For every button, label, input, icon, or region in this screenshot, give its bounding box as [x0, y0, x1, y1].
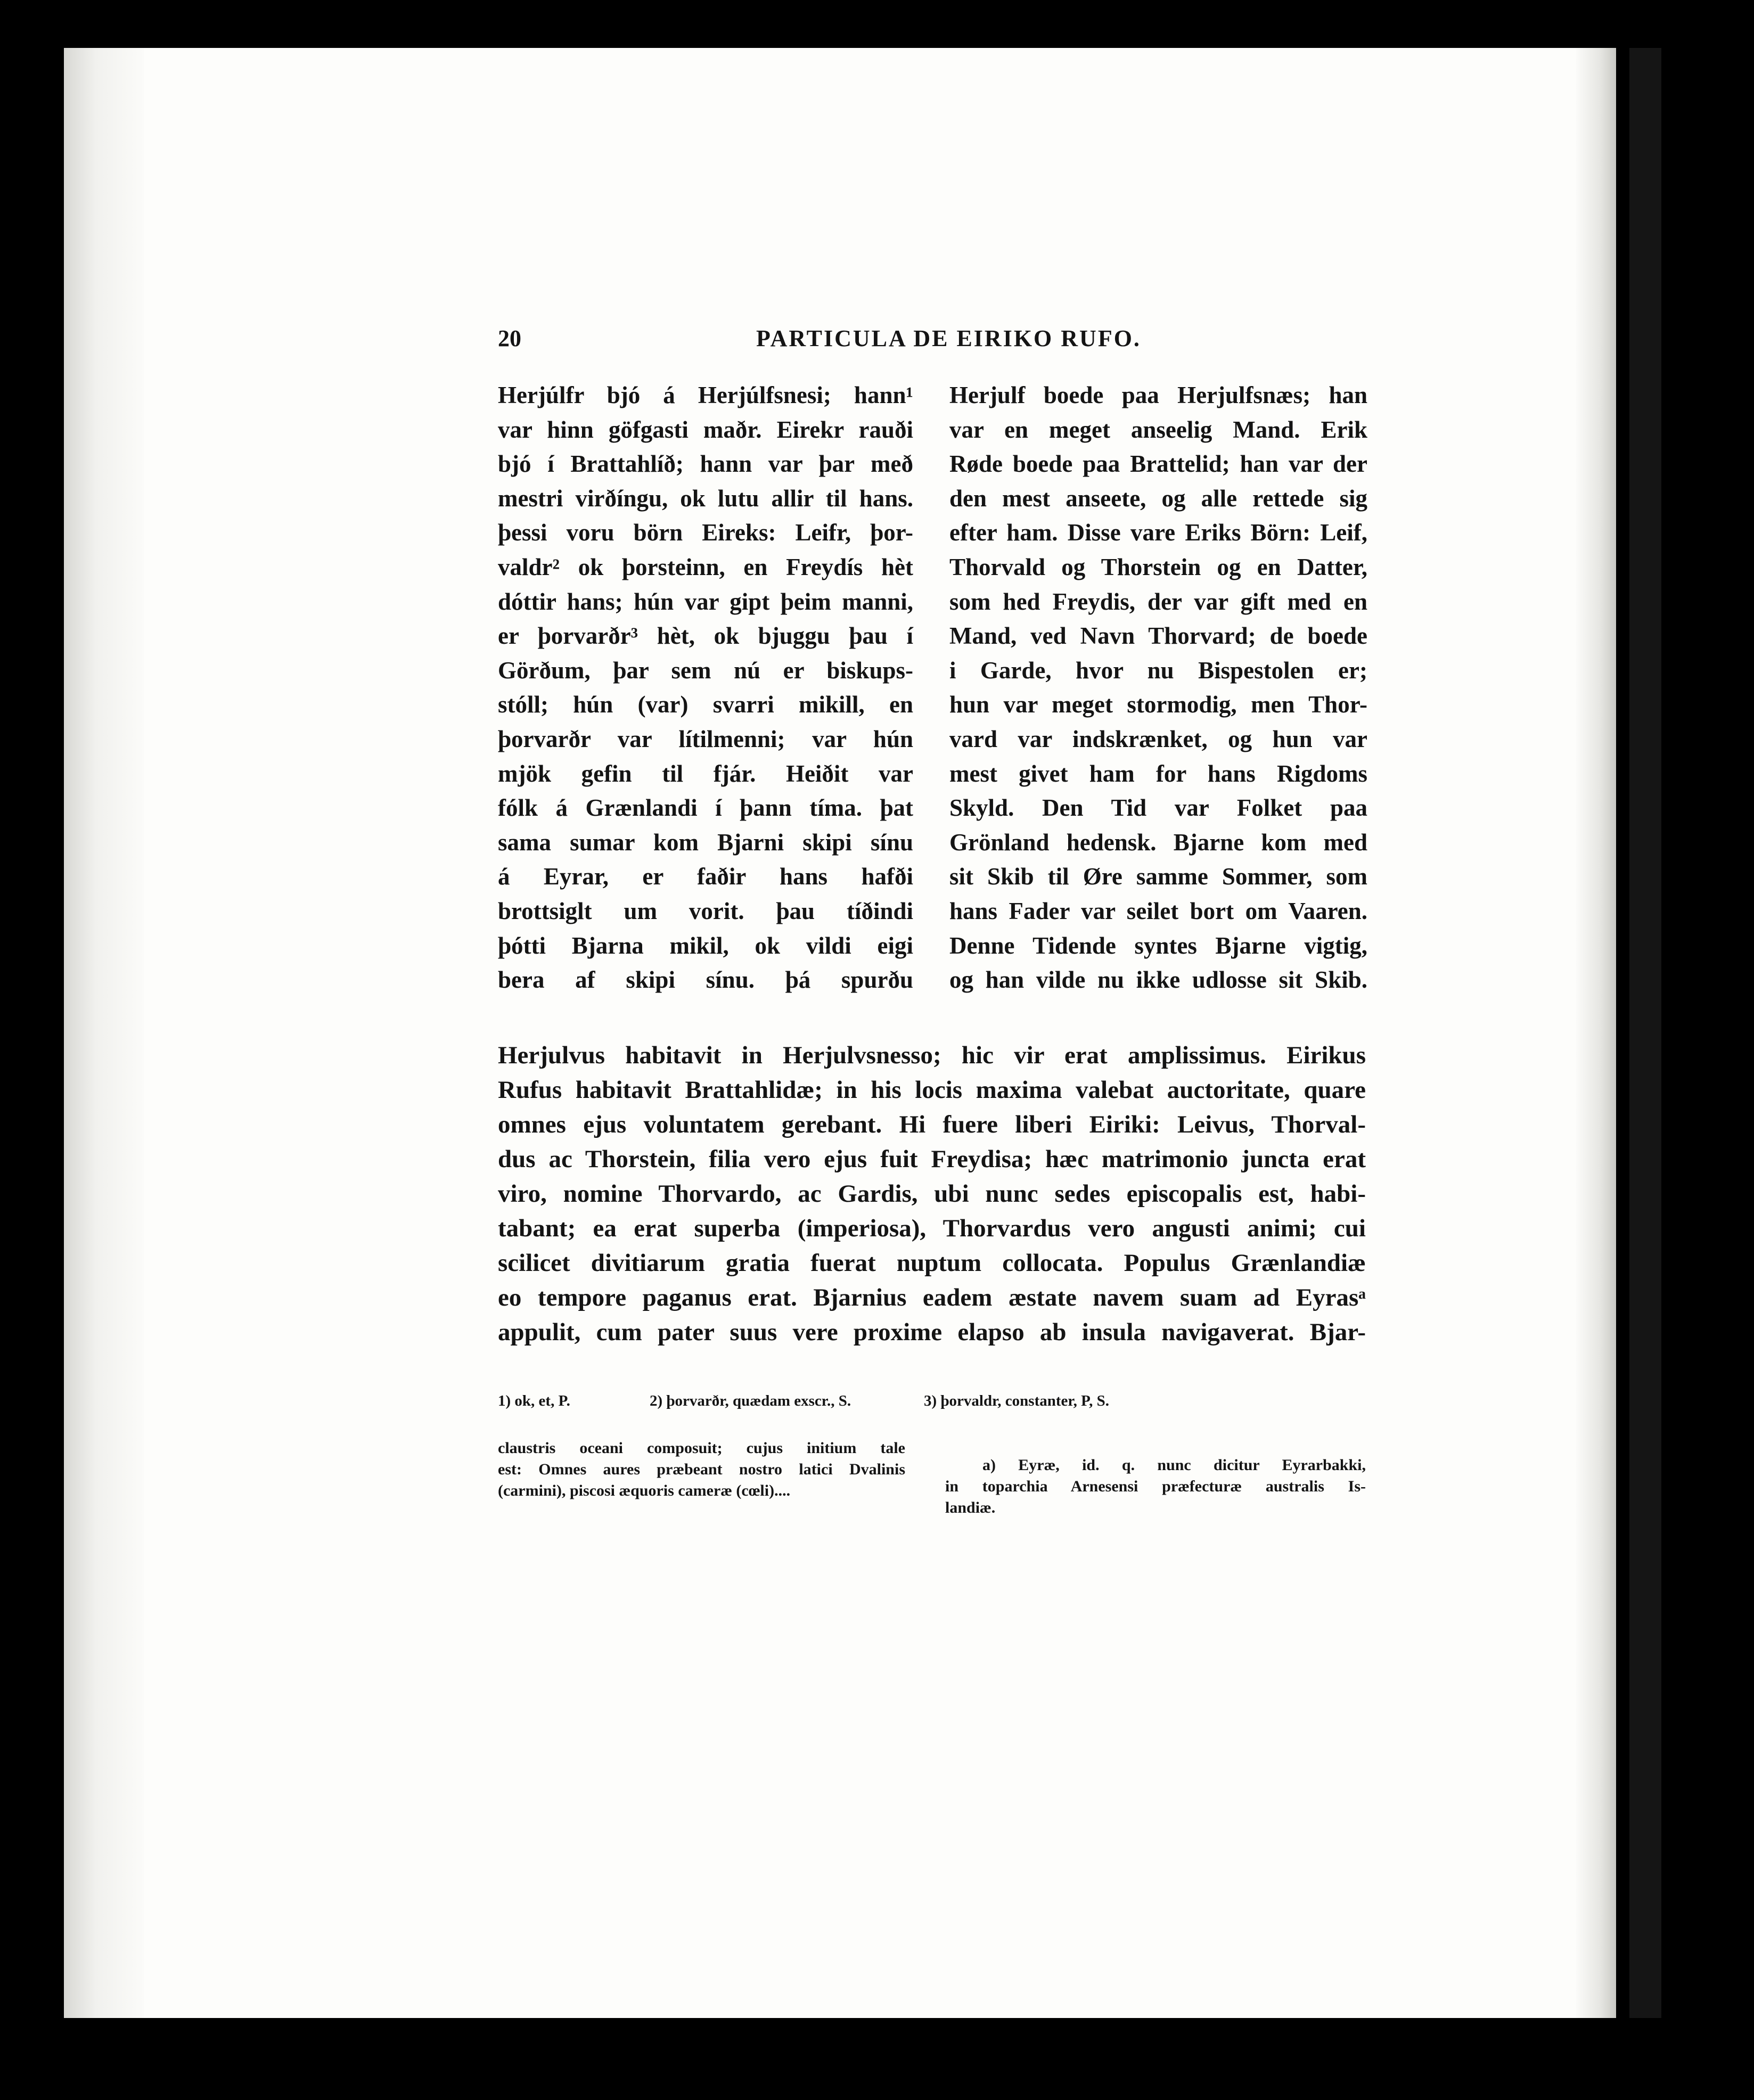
note-line: landiæ. [945, 1499, 996, 1516]
text-line: viro, nomine Thorvardo, ac Gardis, ubi nunc sedes episcopalis est, habi- [498, 1180, 1366, 1208]
text-line: appulit, cum pater suus vere proxime elapso ab insula navigaverat. Bjar- [498, 1318, 1366, 1346]
text-line: hun var meget stormodig, men Thor- [949, 691, 1367, 718]
footnotes [498, 1392, 1366, 1419]
text-line: fólk á Grænlandi í þann tíma. þat [498, 794, 913, 822]
text-line: som hed Freydis, der var gift med en [949, 588, 1367, 615]
page-number: 20 [498, 325, 521, 351]
text-line: Thorvald og Thorstein og en Datter, [949, 553, 1367, 580]
text-line: sama sumar kom Bjarni skipi sínu [498, 828, 913, 856]
note-line: est: Omnes aures præbeant nostro latici Dvalinis [498, 1461, 905, 1478]
text-line: á Eyrar, er faðir hans hafði [498, 863, 913, 890]
footnote-2: 2) þorvarðr, quædam exscr., S. [650, 1392, 851, 1409]
text-line: dóttir hans; hún var gipt þeim manni, [498, 588, 913, 615]
note-line: in toparchia Arnesensi præfecturæ australis Is- [945, 1478, 1366, 1495]
text-line: þessi voru börn Eireks: Leifr, þor- [498, 519, 913, 546]
danish-text-column [949, 378, 1367, 997]
icelandic-text-column [498, 378, 913, 997]
note-line: a) Eyræ, id. q. nunc dicitur Eyrarbakki, [982, 1456, 1366, 1474]
text-line: þorvarðr var lítilmenni; var hún [498, 725, 913, 752]
note-line: (carmini), piscosi æquoris cameræ (cœli).... [498, 1482, 791, 1499]
text-line: þótti Bjarna mikil, ok vildi eigi [498, 932, 913, 959]
running-title: PARTICULA DE EIRIKO RUFO. [756, 325, 1141, 351]
text-line: og han vilde nu ikke udlosse sit Skib. [949, 966, 1367, 994]
text-line: efter ham. Disse vare Eriks Börn: Leif, [949, 519, 1367, 546]
text-line: dus ac Thorstein, filia vero ejus fuit Freydisa; hæc matrimonio juncta erat [498, 1145, 1366, 1173]
text-line: Herjúlfr bjó á Herjúlfsnesi; hann¹ [498, 382, 913, 408]
text-line: Grönland hedensk. Bjarne kom med [949, 828, 1367, 856]
page-header [498, 325, 1376, 362]
book-edge-strip [1629, 48, 1661, 2018]
text-line: stóll; hún (var) svarri mikill, en [498, 691, 913, 718]
text-line: Herjulf boede paa Herjulfsnæs; han [949, 382, 1367, 408]
footnote-1: 1) ok, et, P. [498, 1392, 570, 1409]
text-line: scilicet divitiarum gratia fuerat nuptum collocata. Populus Grænlandiæ [498, 1249, 1366, 1277]
page-gutter-right [1576, 48, 1616, 2018]
latin-translation [498, 1038, 1366, 1350]
text-line: vard var indskrænket, og hun var [949, 725, 1367, 752]
text-line: omnes ejus voluntatem gerebant. Hi fuere liberi Eiriki: Leivus, Thorval- [498, 1111, 1366, 1138]
text-line: er þorvarðr³ hèt, ok bjuggu þau í [498, 622, 913, 650]
text-line: bjó í Brattahlíð; hann var þar með [498, 450, 913, 478]
text-line: var en meget anseelig Mand. Erik [949, 416, 1367, 443]
editorial-note-right [945, 1455, 1366, 1519]
text-line: bera af skipi sínu. þá spurðu [498, 966, 913, 994]
text-line: mest givet ham for hans Rigdoms [949, 760, 1367, 787]
text-line: Mand, ved Navn Thorvard; de boede [949, 622, 1367, 650]
text-line: Røde boede paa Brattelid; han var der [949, 450, 1367, 478]
text-line: mestri virðíngu, ok lutu allir til hans. [498, 485, 913, 512]
editorial-note-left [498, 1438, 905, 1502]
text-line: Skyld. Den Tid var Folket paa [949, 794, 1367, 822]
text-line: tabant; ea erat superba (imperiosa), Thorvardus vero angusti animi; cui [498, 1215, 1366, 1242]
text-line: sit Skib til Øre samme Sommer, som [949, 863, 1367, 890]
text-line: mjök gefin til fjár. Heiðit var [498, 760, 913, 787]
text-line: den mest anseete, og alle rettede sig [949, 485, 1367, 512]
text-line: Herjulvus habitavit in Herjulvsnesso; hic vir erat amplissimus. Eirikus [498, 1041, 1366, 1069]
text-line: Rufus habitavit Brattahlidæ; in his locis maxima valebat auctoritate, quare [498, 1076, 1366, 1104]
text-line: Denne Tidende syntes Bjarne vigtig, [949, 932, 1367, 959]
footnote-3: 3) þorvaldr, constanter, P, S. [924, 1392, 1110, 1409]
note-line: claustris oceani composuit; cujus initium tale [498, 1439, 905, 1457]
page-gutter-left [64, 48, 144, 2018]
text-line: valdr² ok þorsteinn, en Freydís hèt [498, 553, 913, 580]
text-line: brottsiglt um vorit. þau tíðindi [498, 897, 913, 924]
text-line: var hinn göfgasti maðr. Eirekr rauði [498, 416, 913, 443]
text-line: eo tempore paganus erat. Bjarnius eadem æstate navem suam ad Eyrasᵃ [498, 1284, 1366, 1311]
text-line: i Garde, hvor nu Bispestolen er; [949, 657, 1367, 684]
text-line: Görðum, þar sem nú er biskups- [498, 657, 913, 684]
text-line: hans Fader var seilet bort om Vaaren. [949, 897, 1367, 924]
